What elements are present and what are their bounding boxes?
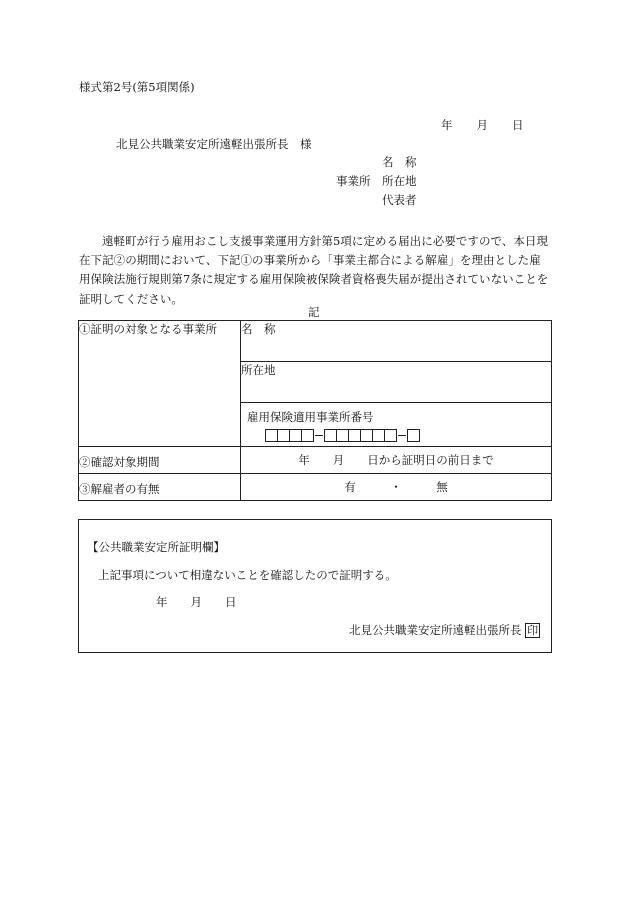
digit-box	[384, 429, 397, 442]
dismissal-label: ③解雇者の有無	[79, 474, 241, 501]
period-label: ②確認対象期間	[79, 447, 241, 474]
insurance-number-label: 雇用保険適用事業所番号	[247, 410, 374, 424]
request-body-text: 遠軽町が行う雇用おこし支援事業運用方針第5項に定める届出に必要ですので、本日現在下記②の期間において、下記①の事業所から「事業主都合による解雇」を理由とした雇用保険法施行規則第7条に規定する雇用保険被保険者資格喪失届が提出されていないことを証明してください。	[79, 234, 549, 306]
insurance-number-field	[241, 403, 552, 447]
certification-date: 年 月 日	[156, 595, 237, 609]
ki-heading: 記	[308, 305, 320, 319]
office-name-label: 名 称	[241, 322, 276, 336]
office-address-label: 所在地	[241, 363, 276, 377]
insurance-number-boxes	[265, 429, 545, 442]
period-value: 年 月 日から証明日の前日まで	[241, 447, 552, 474]
form-number: 様式第2号(第5項関係)	[79, 80, 195, 94]
office-certification-box	[78, 519, 552, 653]
recipient-line: 北見公共職業安定所遠軽出張所長 様	[116, 137, 312, 151]
applicant-name-label: 名 称	[382, 155, 417, 169]
applicant-representative-label: 代表者	[382, 193, 417, 207]
separator-dash	[315, 435, 323, 436]
certification-heading: 【公共職業安定所証明欄】	[87, 540, 225, 554]
office-name-field	[241, 321, 552, 362]
certification-statement: 上記事項について相違ないことを確認したので証明する。	[98, 568, 397, 582]
digit-box	[301, 429, 314, 442]
date-month: 月	[476, 118, 488, 132]
seal-mark: 印	[527, 624, 539, 637]
certification-table	[78, 320, 552, 501]
dismissal-value: 有 ・ 無	[241, 474, 552, 501]
date-day: 日	[512, 118, 524, 132]
applicant-office-label: 事業所	[336, 174, 371, 188]
applicant-block	[336, 157, 417, 214]
signatory-name: 北見公共職業安定所遠軽出張所長	[349, 623, 522, 637]
digit-box	[407, 429, 420, 442]
target-office-label: ①証明の対象となる事業所	[79, 321, 241, 447]
date-year: 年	[441, 118, 453, 132]
separator-dash	[398, 435, 406, 436]
applicant-address-label: 所在地	[382, 174, 417, 188]
certification-signatory	[349, 623, 540, 638]
office-address-field	[241, 362, 552, 403]
date-line	[441, 120, 524, 132]
